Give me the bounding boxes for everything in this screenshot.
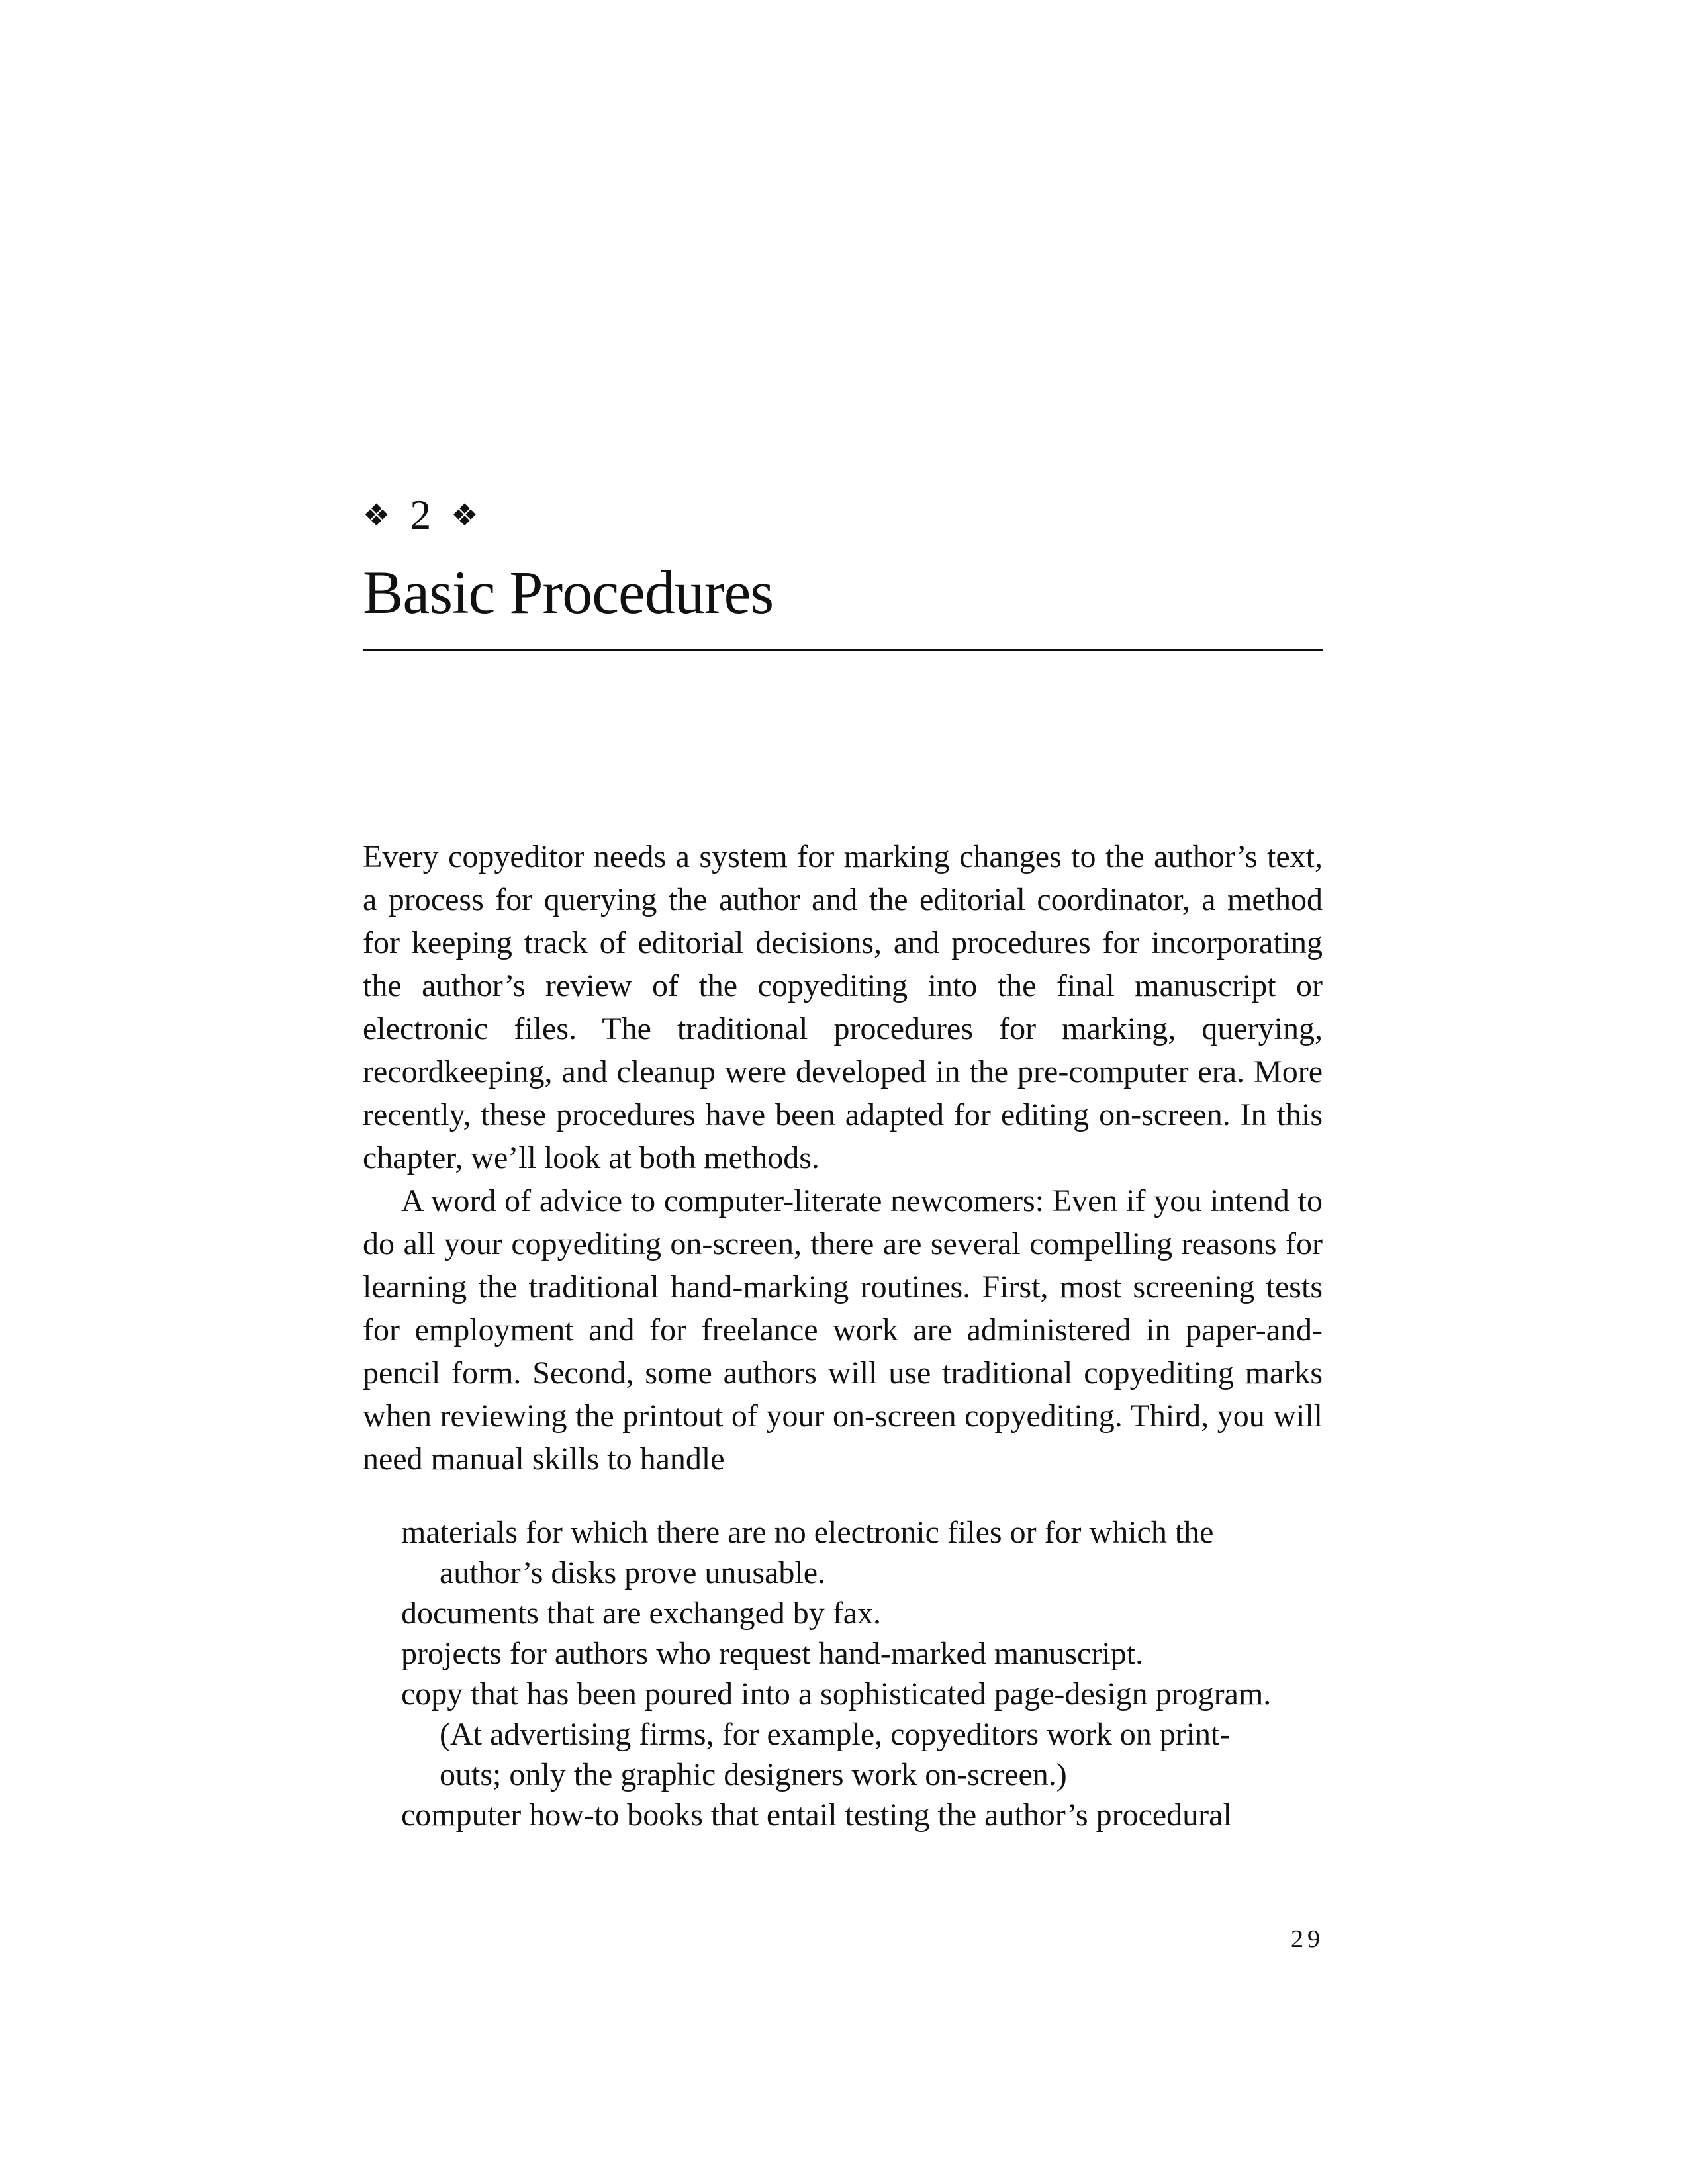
body-text (363, 835, 1323, 1480)
chapter-marker (363, 488, 479, 541)
list-item: materials for which there are no electronic files or for which the author’s disks prove unusable. (401, 1515, 1214, 1590)
title-divider (363, 649, 1323, 651)
list-item: projects for authors who request hand-marked manuscript. (401, 1636, 1143, 1671)
diamond-ornament-icon: ❖ (363, 497, 391, 533)
list-item: computer how-to books that entail testing the author’s procedural (401, 1797, 1232, 1833)
list-item: documents that are exchanged by fax. (401, 1596, 882, 1631)
paragraph: A word of advice to computer-literate newcomers: Even if you intend to do all your copyediting on-screen, there are several compelling reasons for learning the traditional hand-marking routines. First, most screening tests for employment and for freelance work are administered in paper-and-pencil form. Second, some authors will use traditional copyediting marks when reviewing the printout of your on-screen copyediting. Third, you will need manual skills to handle (363, 1183, 1323, 1477)
chapter-number: 2 (410, 491, 432, 538)
page-number: 29 (1291, 1925, 1324, 1953)
usage-list (401, 1512, 1282, 1835)
diamond-ornament-icon: ❖ (451, 497, 479, 533)
chapter-title: Basic Procedures (363, 559, 774, 626)
list-item: copy that has been poured into a sophisticated page-design program. (At advertising firms, for example, copyeditors work on print-outs; only the graphic designers work on-screen.) (401, 1676, 1272, 1792)
paragraph: Every copyeditor needs a system for marking changes to the author’s text, a process for querying the author and the editorial coordinator, a method for keeping track of editorial decisions, and procedures for incorporating the author’s review of the copyediting into the final manuscript or electronic files. The traditional procedures for marking, querying, recordkeeping, and cleanup were developed in the pre-computer era. More recently, these procedures have been adapted for editing on-screen. In this chapter, we’ll look at both methods. (363, 839, 1323, 1175)
